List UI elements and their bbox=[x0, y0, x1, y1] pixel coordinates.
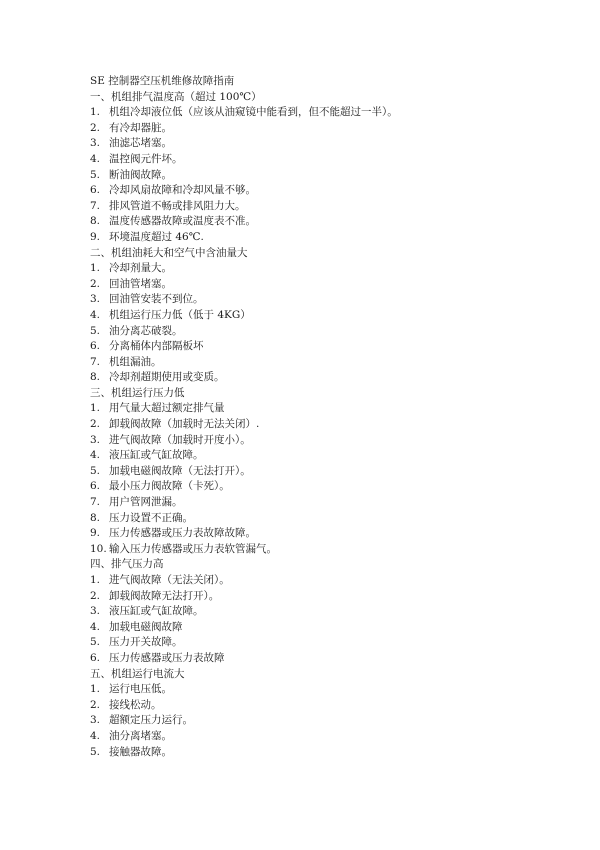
list-item bbox=[90, 308, 570, 324]
list-item-text: 温控阀元件坏。 bbox=[109, 152, 183, 165]
list-item-number: 9. bbox=[90, 230, 101, 243]
list-item-number: 3. bbox=[90, 137, 101, 150]
list-item-text: 油滤芯堵塞。 bbox=[109, 137, 172, 150]
list-item bbox=[90, 542, 570, 558]
list-item-text: 冷却剂量大。 bbox=[109, 262, 172, 275]
list-item bbox=[90, 370, 570, 386]
list-item bbox=[90, 136, 570, 152]
list-item bbox=[90, 620, 570, 636]
list-item-text: 排风管道不畅或排风阻力大。 bbox=[109, 199, 246, 212]
list-item-number: 7. bbox=[90, 496, 101, 509]
list-item-number: 8. bbox=[90, 215, 101, 228]
list-item-number: 7. bbox=[90, 355, 101, 368]
list-item bbox=[90, 433, 570, 449]
list-item-text: 油分离芯破裂。 bbox=[109, 324, 183, 337]
list-item-text: 机组运行压力低（低于 4KG） bbox=[109, 308, 251, 321]
list-item-text: 机组冷却液位低（应该从油窥镜中能看到，但不能超过一半）。 bbox=[109, 106, 398, 119]
list-item-number: 6. bbox=[90, 480, 101, 493]
list-item-text: 加载电磁阀故障 bbox=[109, 620, 183, 633]
list-item-number: 4. bbox=[90, 152, 101, 165]
list-item-text: 输入压力传感器或压力表软管漏气。 bbox=[109, 542, 277, 555]
list-item-text: 压力传感器或压力表故障 bbox=[109, 651, 225, 664]
section-heading: 一、机组排气温度高（超过 100℃） bbox=[90, 90, 262, 103]
document-title: SE 控制器空压机维修故障指南 bbox=[90, 75, 235, 87]
list-item bbox=[90, 339, 570, 355]
list-item-number: 2. bbox=[90, 277, 101, 290]
list-item-text: 用户管网泄漏。 bbox=[109, 496, 183, 509]
list-item bbox=[90, 479, 570, 495]
list-item bbox=[90, 324, 570, 340]
list-item bbox=[90, 651, 570, 667]
list-item-text: 温度传感器故障或温度表不准。 bbox=[109, 215, 256, 228]
list-item-text: 进气阀故障（加载时开度小）。 bbox=[109, 433, 251, 446]
list-item-text: 液压缸或气缸故障。 bbox=[109, 605, 204, 618]
list-item bbox=[90, 526, 570, 542]
list-item-text: 断油阀故障。 bbox=[109, 168, 172, 181]
section-heading: 五、机组运行电流大 bbox=[90, 667, 185, 680]
list-item bbox=[90, 261, 570, 277]
list-item-number: 1. bbox=[90, 402, 101, 415]
section-heading: 二、机组油耗大和空气中含油量大 bbox=[90, 246, 248, 259]
list-item bbox=[90, 745, 570, 761]
list-item-number: 6. bbox=[90, 651, 101, 664]
list-item bbox=[90, 729, 570, 745]
list-item bbox=[90, 417, 570, 433]
document-page bbox=[90, 74, 570, 760]
list-item bbox=[90, 214, 570, 230]
list-item-number: 7. bbox=[90, 199, 101, 212]
list-item bbox=[90, 292, 570, 308]
list-item bbox=[90, 121, 570, 137]
list-item-number: 10. bbox=[90, 542, 107, 555]
list-item bbox=[90, 511, 570, 527]
list-item-text: 压力开关故障。 bbox=[109, 636, 183, 649]
list-item-number: 3. bbox=[90, 714, 101, 727]
list-item-number: 4. bbox=[90, 620, 101, 633]
list-item-text: 接线松动。 bbox=[109, 698, 162, 711]
list-item-number: 6. bbox=[90, 340, 101, 353]
list-item-text: 压力传感器或压力表故障故障。 bbox=[109, 527, 256, 540]
list-item-number: 5. bbox=[90, 168, 101, 181]
list-item bbox=[90, 589, 570, 605]
list-item-text: 压力设置不正确。 bbox=[109, 511, 193, 524]
list-item bbox=[90, 573, 570, 589]
list-item-text: 液压缸或气缸故障。 bbox=[109, 449, 204, 462]
list-item bbox=[90, 682, 570, 698]
list-item bbox=[90, 698, 570, 714]
list-item-number: 5. bbox=[90, 745, 101, 758]
list-item bbox=[90, 183, 570, 199]
list-item bbox=[90, 168, 570, 184]
list-item-number: 5. bbox=[90, 324, 101, 337]
list-item-number: 5. bbox=[90, 636, 101, 649]
list-item-text: 分离桶体内部隔板坏 bbox=[109, 340, 204, 353]
list-item-text: 接触器故障。 bbox=[109, 745, 172, 758]
list-item bbox=[90, 448, 570, 464]
list-item-number: 2. bbox=[90, 589, 101, 602]
list-item-number: 3. bbox=[90, 293, 101, 306]
list-item-text: 运行电压低。 bbox=[109, 683, 172, 696]
list-item-number: 3. bbox=[90, 605, 101, 618]
list-item bbox=[90, 464, 570, 480]
list-item-text: 用气量大超过额定排气量 bbox=[109, 402, 225, 415]
list-item-number: 8. bbox=[90, 371, 101, 384]
list-item-number: 9. bbox=[90, 527, 101, 540]
list-item-number: 5. bbox=[90, 464, 101, 477]
list-item-text: 冷却剂超期使用或变质。 bbox=[109, 371, 225, 384]
list-item-number: 3. bbox=[90, 433, 101, 446]
list-item-number: 4. bbox=[90, 729, 101, 742]
list-item-text: 超额定压力运行。 bbox=[109, 714, 193, 727]
list-item-number: 1. bbox=[90, 683, 101, 696]
list-item bbox=[90, 401, 570, 417]
list-item bbox=[90, 713, 570, 729]
list-item bbox=[90, 199, 570, 215]
list-item-text: 最小压力阀故障（卡死）。 bbox=[109, 480, 230, 493]
list-item bbox=[90, 152, 570, 168]
list-item-number: 2. bbox=[90, 698, 101, 711]
section-heading: 三、机组运行压力低 bbox=[90, 386, 185, 399]
list-item-text: 回油管堵塞。 bbox=[109, 277, 172, 290]
list-item-text: 进气阀故障（无法关闭）。 bbox=[109, 574, 230, 586]
list-item-number: 2. bbox=[90, 418, 101, 431]
list-item-text: 加载电磁阀故障（无法打开）。 bbox=[109, 464, 251, 477]
list-item-number: 4. bbox=[90, 449, 101, 462]
list-item bbox=[90, 105, 570, 121]
list-item-number: 8. bbox=[90, 511, 101, 524]
list-item-number: 1. bbox=[90, 106, 101, 119]
list-item-number: 1. bbox=[90, 574, 101, 586]
list-item bbox=[90, 230, 570, 246]
list-item bbox=[90, 604, 570, 620]
list-item-text: 卸载阀故障无法打开）。 bbox=[109, 589, 220, 602]
list-item bbox=[90, 635, 570, 651]
list-item-text: 油分离堵塞。 bbox=[109, 729, 172, 742]
list-item-text: 机组漏油。 bbox=[109, 355, 162, 368]
list-item-number: 2. bbox=[90, 121, 101, 134]
list-item-number: 4. bbox=[90, 308, 101, 321]
list-item bbox=[90, 355, 570, 371]
sections-container bbox=[90, 90, 570, 761]
list-item-text: 回油管安装不到位。 bbox=[109, 293, 204, 306]
section-heading: 四、排气压力高 bbox=[90, 558, 164, 571]
list-item-text: 卸载阀故障（加载时无法关闭）. bbox=[109, 418, 260, 431]
list-item-text: 环境温度超过 46℃. bbox=[109, 230, 204, 243]
list-item-number: 6. bbox=[90, 184, 101, 197]
list-item-text: 有冷却器脏。 bbox=[109, 121, 172, 134]
list-item-text: 冷却风扇故障和冷却风量不够。 bbox=[109, 184, 256, 197]
list-item bbox=[90, 495, 570, 511]
list-item-number: 1. bbox=[90, 262, 101, 275]
list-item bbox=[90, 277, 570, 293]
